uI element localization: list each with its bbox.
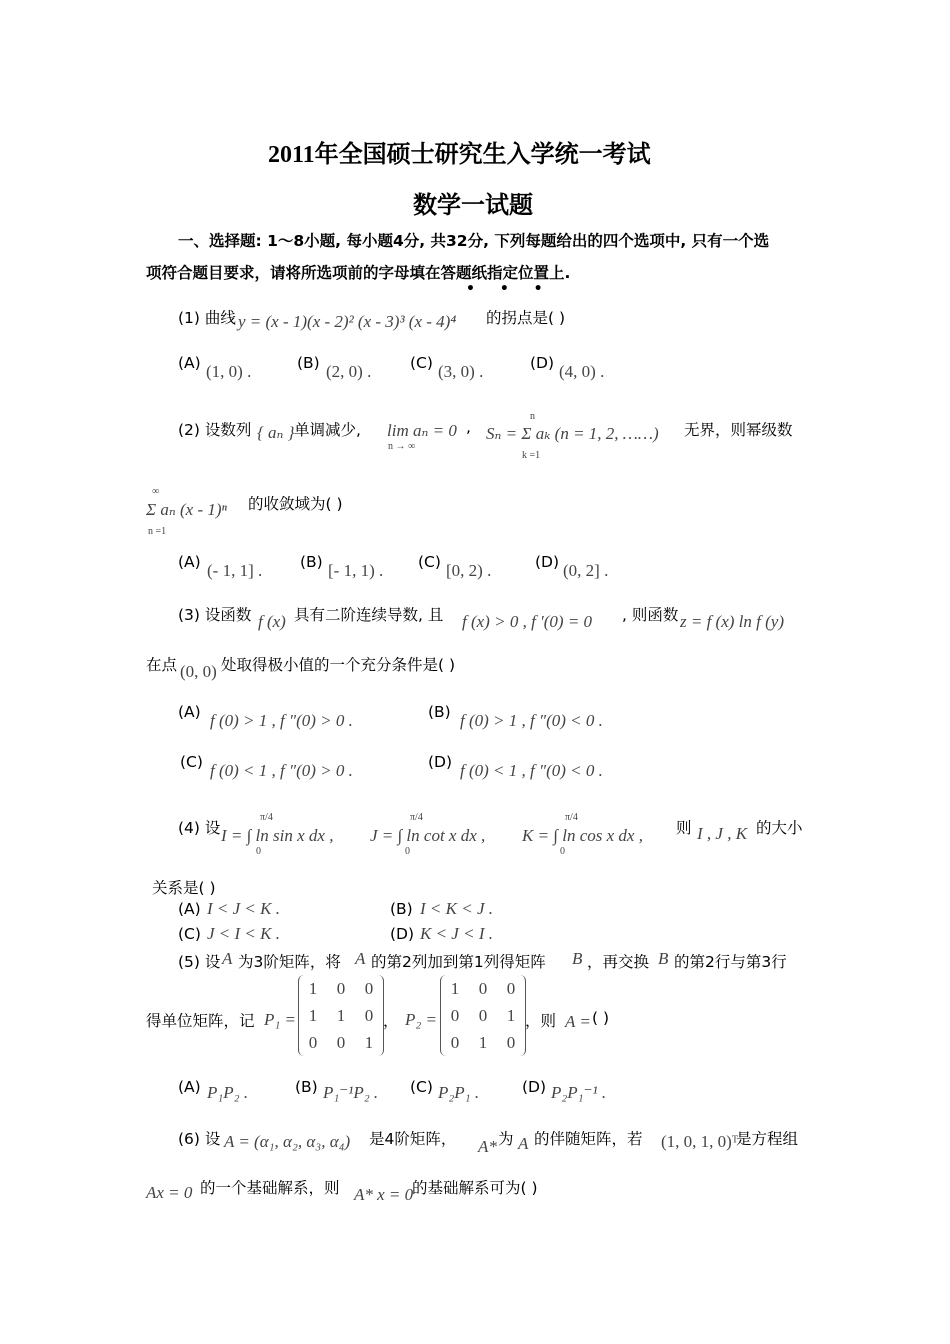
p1-row	[299, 1029, 383, 1056]
q3-fx: f (x)	[258, 612, 286, 631]
q4-suffix: 的大小	[756, 819, 803, 837]
q6-mid5: 的一个基础解系，则	[200, 1179, 340, 1197]
q4-option-b: I < K < J .	[420, 899, 493, 918]
q3-line2-suffix: 处取得极小值的一个充分条件是( )	[221, 656, 456, 674]
q4-option-a-label: (A)	[178, 900, 201, 918]
q2-comma: ,	[466, 418, 471, 436]
q2-mid2: 无界，则幂级数	[684, 421, 793, 439]
q2-series-bottom: n =1	[148, 526, 167, 537]
q5-B2: B	[658, 949, 669, 968]
q4-k-upper: π/4	[565, 812, 578, 823]
q3-option-a-label: (A)	[178, 703, 201, 721]
q6-mid4: 是方程组	[736, 1130, 799, 1148]
q5-option-c: P₂P₁ .	[438, 1083, 480, 1102]
q5-p1-label: P₁ =	[264, 1010, 297, 1029]
p1-row	[299, 1002, 383, 1029]
q4-vars: I , J , K	[697, 824, 748, 843]
q2-option-c-label: (C)	[418, 553, 441, 571]
q4-option-a: I < J < K .	[207, 899, 280, 918]
page-title: 2011年全国硕士研究生入学统一考试	[268, 142, 651, 168]
q5-line2-prefix: 得单位矩阵，记	[146, 1012, 255, 1030]
p2-row	[441, 1029, 525, 1056]
q6-astar: A*	[478, 1137, 497, 1156]
q1-option-c-label: (C)	[410, 354, 433, 372]
q3-option-d-label: (D)	[428, 753, 453, 771]
q2-limit: lim aₙ = 0	[387, 421, 457, 440]
q4-option-d-label: (D)	[390, 925, 415, 943]
q3-option-b-label: (B)	[428, 703, 451, 721]
p1-cell: 1	[336, 1005, 346, 1025]
q3-mid1: 具有二阶连续导数, 且	[294, 606, 444, 624]
section-heading-line2: 项符合题目要求，请将所选项前的字母填在答题纸指定位置上.	[146, 264, 571, 282]
q3-option-b: f (0) > 1 , f ″(0) < 0 .	[460, 711, 603, 730]
q5-option-c-label: (C)	[410, 1078, 433, 1096]
q5-p2-label: P₂ =	[405, 1010, 438, 1029]
q3-point: (0, 0)	[180, 662, 217, 681]
q5-option-d: P₂P₁⁻¹ .	[551, 1083, 607, 1102]
q5-suffix: ( )	[592, 1009, 610, 1027]
q2-sum-top: n	[530, 411, 535, 422]
q3-prefix: (3) 设函数	[178, 606, 252, 624]
q2-option-d-label: (D)	[535, 553, 560, 571]
q2-limit-sub: n → ∞	[388, 441, 416, 452]
q3-line2-prefix: 在点	[146, 656, 178, 674]
q2-option-b-label: (B)	[300, 553, 323, 571]
q4-option-d: K < J < I .	[420, 924, 493, 943]
q3-option-a: f (0) > 1 , f ″(0) > 0 .	[210, 711, 353, 730]
q3-option-d: f (0) < 1 , f ″(0) < 0 .	[460, 761, 603, 780]
q2-option-a: (- 1, 1] .	[207, 561, 263, 580]
q5-line2-mid: ，则	[525, 1012, 557, 1030]
p2-cell: 1	[478, 1032, 488, 1052]
p2-cell: 0	[506, 1032, 516, 1052]
q4-i-lower: 0	[256, 846, 261, 857]
q2-option-c: [0, 2) .	[446, 561, 492, 580]
p2-cell: 0	[450, 1032, 460, 1052]
q4-mid: 则	[676, 819, 692, 837]
p2-cell: 0	[450, 1005, 460, 1025]
q1-prefix: (1) 曲线	[178, 309, 236, 327]
q6-a: A	[518, 1134, 529, 1153]
p2-row	[441, 1002, 525, 1029]
q4-line2: 关系是( )	[152, 879, 216, 897]
q3-mid2: , 则函数	[622, 606, 679, 624]
q2-option-a-label: (A)	[178, 553, 201, 571]
q1-option-c: (3, 0) .	[438, 362, 484, 381]
q2-sum: Sₙ = Σ aₖ (n = 1, 2, ……)	[486, 424, 659, 443]
p1-cell: 1	[364, 1032, 374, 1052]
q6-vector: (1, 0, 1, 0)ᵀ	[661, 1132, 738, 1151]
q4-i-upper: π/4	[260, 812, 273, 823]
q6-prefix: (6) 设	[178, 1130, 221, 1148]
q5-line1-d: ，再交换	[587, 953, 650, 971]
q3-function: z = f (x) ln f (y)	[680, 612, 784, 631]
q1-option-d: (4, 0) .	[559, 362, 605, 381]
q5-option-b: P₁⁻¹P₂ .	[323, 1083, 379, 1102]
p1-cell: 0	[364, 1005, 374, 1025]
q4-j-upper: π/4	[410, 812, 423, 823]
p2-cell: 0	[506, 978, 516, 998]
p1-row	[299, 975, 383, 1002]
page-subtitle: 数学一试题	[413, 193, 533, 219]
q1-option-d-label: (D)	[530, 354, 555, 372]
p1-cell: 1	[308, 1005, 318, 1025]
q1-suffix: 的拐点是( )	[486, 309, 566, 327]
q5-option-a-label: (A)	[178, 1078, 201, 1096]
p1-cell: 0	[336, 1032, 346, 1052]
q2-suffix: 的收敛域为( )	[248, 495, 343, 513]
q5-line1-b: 为3阶矩阵，将	[238, 953, 341, 971]
q2-sequence: { aₙ }	[257, 423, 295, 442]
q3-option-c-label: (C)	[180, 753, 203, 771]
q5-option-d-label: (D)	[522, 1078, 547, 1096]
q1-option-a: (1, 0) .	[206, 362, 252, 381]
q5-matrix-p2	[440, 975, 526, 1056]
q4-option-b-label: (B)	[390, 900, 413, 918]
p2-cell: 0	[478, 978, 488, 998]
q6-mid3: 的伴随矩阵，若	[534, 1130, 643, 1148]
p2-cell: 1	[450, 978, 460, 998]
p1-cell: 0	[308, 1032, 318, 1052]
q6-suffix: 的基础解系可为( )	[412, 1179, 538, 1197]
q5-matrix-p1	[298, 975, 384, 1056]
q5-B1: B	[572, 949, 583, 968]
q6-equation-2: A* x = 0	[354, 1185, 414, 1204]
q2-sum-bottom: k =1	[522, 450, 541, 461]
q4-integral-k: K = ∫ ln cos x dx ,	[522, 826, 643, 845]
q1-formula: y = (x - 1)(x - 2)² (x - 3)³ (x - 4)⁴	[238, 312, 457, 331]
q2-mid1: 单调减少,	[294, 421, 361, 439]
q6-a-definition: A = (α₁, α₂, α₃, α₄)	[224, 1132, 351, 1151]
q3-option-c: f (0) < 1 , f ″(0) > 0 .	[210, 761, 353, 780]
q6-mid2: 为	[498, 1130, 514, 1148]
p2-cell: 1	[506, 1005, 516, 1025]
q5-separator: ，	[383, 1012, 399, 1030]
q5-A1: A	[222, 949, 233, 968]
q4-prefix: (4) 设	[178, 819, 221, 837]
p2-cell: 0	[478, 1005, 488, 1025]
q5-option-b-label: (B)	[295, 1078, 318, 1096]
q1-option-b: (2, 0) .	[326, 362, 372, 381]
q6-equation-1: Ax = 0	[146, 1183, 193, 1202]
q5-answer: A =	[565, 1012, 591, 1031]
q5-line1-c: 的第2列加到第1列得矩阵	[371, 953, 546, 971]
q4-integral-j: J = ∫ ln cot x dx ,	[370, 826, 486, 845]
q2-series: Σ aₙ (x - 1)ⁿ	[146, 500, 227, 519]
p1-cell: 0	[336, 978, 346, 998]
q2-prefix: (2) 设数列	[178, 421, 252, 439]
p1-cell: 0	[364, 978, 374, 998]
q3-condition: f (x) > 0 , f ′(0) = 0	[462, 612, 593, 631]
q2-option-d: (0, 2] .	[563, 561, 609, 580]
q6-mid1: 是4阶矩阵，	[369, 1130, 457, 1148]
q5-option-a: P₁P₂ .	[207, 1083, 249, 1102]
q5-line1-a: (5) 设	[178, 953, 221, 971]
q1-option-a-label: (A)	[178, 354, 201, 372]
q1-option-b-label: (B)	[297, 354, 320, 372]
q2-option-b: [- 1, 1) .	[328, 561, 384, 580]
section-heading-line1: 一、选择题: 1～8小题, 每小题4分, 共32分, 下列每题给出的四个选项中, 只有一个选	[178, 232, 770, 250]
q4-option-c: J < I < K .	[207, 924, 280, 943]
emphasis-dots: • • •	[466, 281, 553, 297]
q5-A2: A	[355, 949, 366, 968]
q5-line1-e: 的第2行与第3行	[674, 953, 787, 971]
p1-cell: 1	[308, 978, 318, 998]
p2-row	[441, 975, 525, 1002]
q4-integral-i: I = ∫ ln sin x dx ,	[221, 826, 334, 845]
q4-j-lower: 0	[405, 846, 410, 857]
q4-k-lower: 0	[560, 846, 565, 857]
q2-series-top: ∞	[152, 486, 160, 497]
q4-option-c-label: (C)	[178, 925, 201, 943]
